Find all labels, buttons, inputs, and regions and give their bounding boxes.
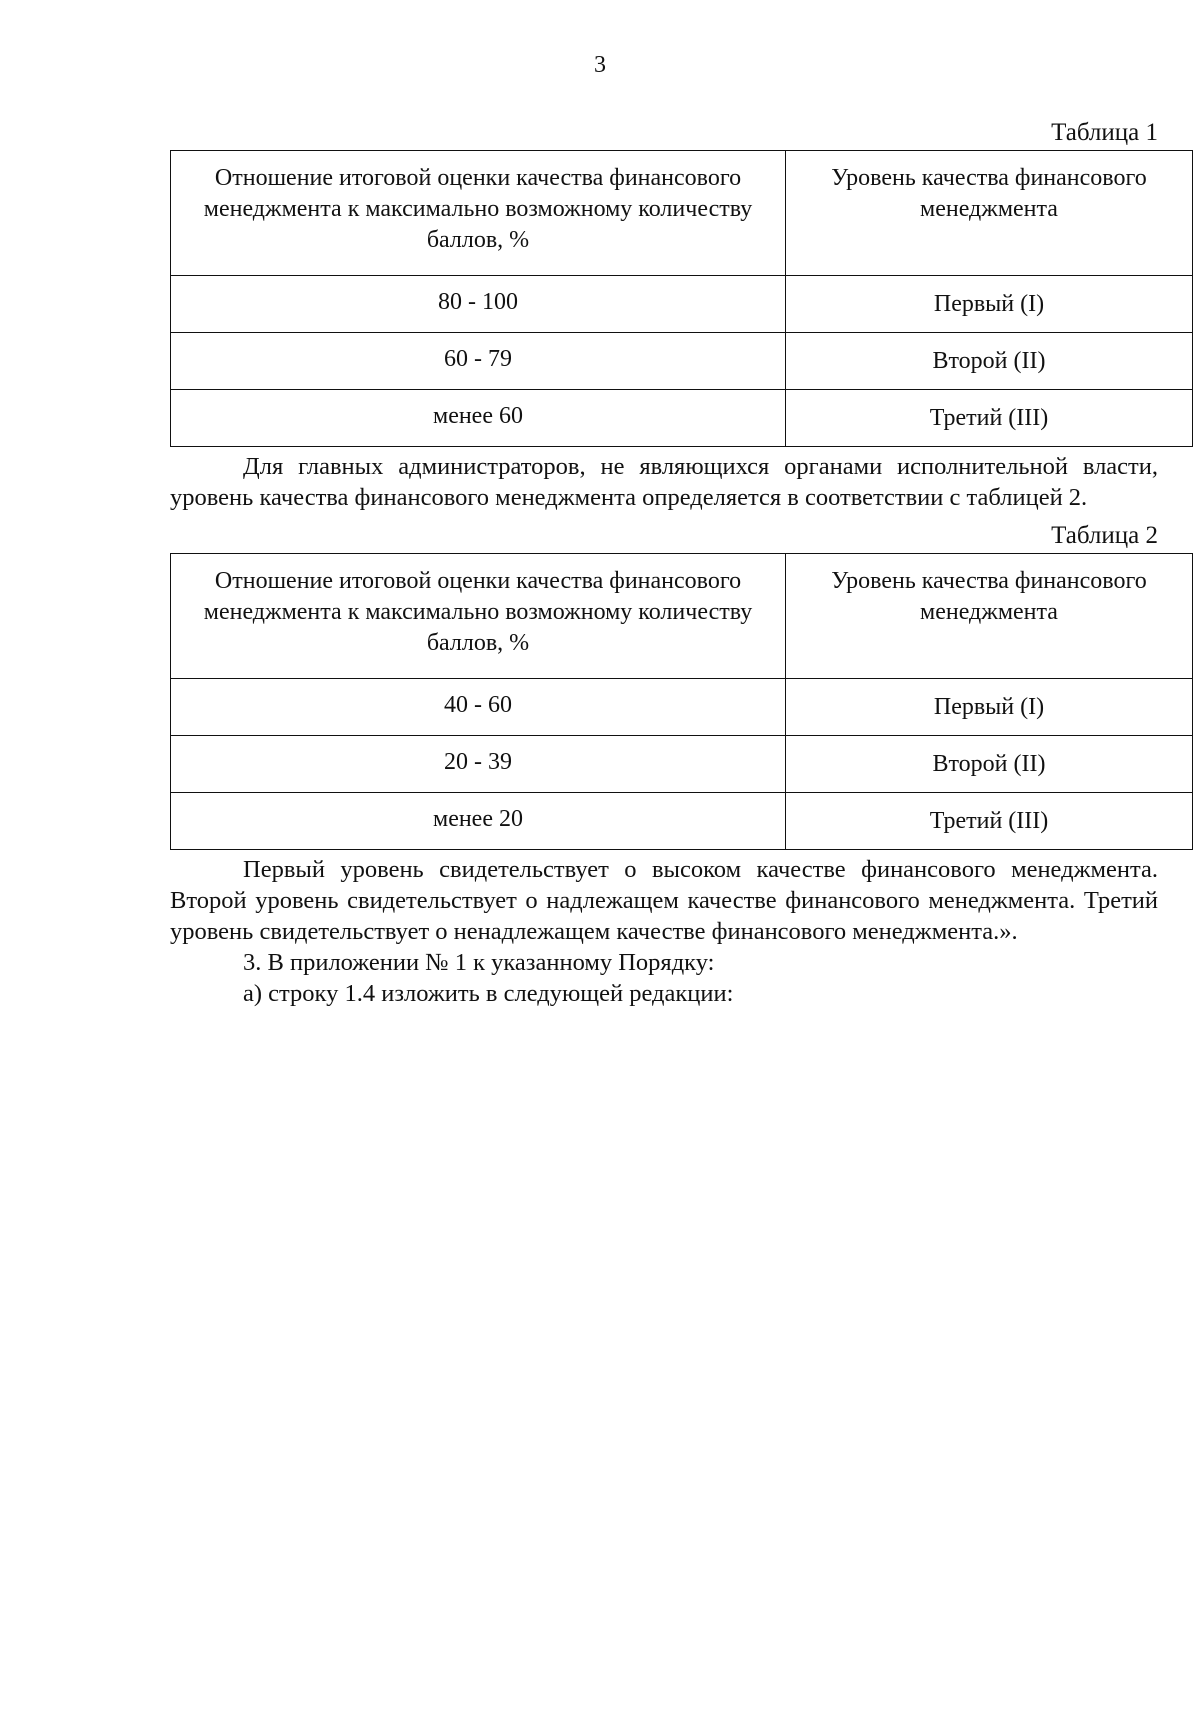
table-2-caption: Таблица 2	[1051, 522, 1158, 549]
table-cell-ratio: 60 - 79	[171, 333, 786, 390]
table-2	[170, 553, 1193, 850]
table-1	[170, 150, 1193, 447]
table-cell-level: Второй (II)	[786, 333, 1193, 390]
list-item-3: 3. В приложении № 1 к указанному Порядку:	[243, 949, 715, 976]
table-row	[171, 793, 1193, 850]
paragraph-table-2-intro: Для главных администраторов, не являющихся органами исполнительной власти, уровень качества финансового менеджмента определяется в соответствии с таблицей 2.	[170, 453, 1158, 511]
table-cell-level: Третий (III)	[786, 390, 1193, 447]
table-cell-ratio: 80 - 100	[171, 276, 786, 333]
table-row	[171, 736, 1193, 793]
table-cell-ratio: 40 - 60	[171, 679, 786, 736]
page-number: 3	[594, 52, 606, 78]
table-2-header-ratio: Отношение итоговой оценки качества финансового менеджмента к максимально возможному количеству баллов, %	[171, 554, 786, 679]
table-row	[171, 679, 1193, 736]
table-row	[171, 333, 1193, 390]
paragraph-levels-description: Первый уровень свидетельствует о высоком качестве финансового менеджмента. Второй уровень свидетельствует о надлежащем качестве финансового менеджмента. Третий уровень свидетельствует о ненадлежащем качестве финансового менеджмента.».	[170, 856, 1158, 945]
table-1-caption: Таблица 1	[1051, 119, 1158, 146]
table-2-header-level: Уровень качества финансового менеджмента	[786, 554, 1193, 679]
table-cell-level: Первый (I)	[786, 679, 1193, 736]
table-1-header-level: Уровень качества финансового менеджмента	[786, 151, 1193, 276]
table-cell-ratio: 20 - 39	[171, 736, 786, 793]
table-cell-ratio: менее 60	[171, 390, 786, 447]
document-body	[170, 118, 1158, 1009]
table-cell-ratio: менее 20	[171, 793, 786, 850]
table-cell-level: Первый (I)	[786, 276, 1193, 333]
table-cell-level: Третий (III)	[786, 793, 1193, 850]
table-cell-level: Второй (II)	[786, 736, 1193, 793]
table-row	[171, 276, 1193, 333]
table-row	[171, 390, 1193, 447]
table-2-header-row	[171, 554, 1193, 679]
table-1-header-row	[171, 151, 1193, 276]
list-item-3a: а) строку 1.4 изложить в следующей редакции:	[243, 980, 734, 1007]
table-1-header-ratio: Отношение итоговой оценки качества финансового менеджмента к максимально возможному количеству баллов, %	[171, 151, 786, 276]
